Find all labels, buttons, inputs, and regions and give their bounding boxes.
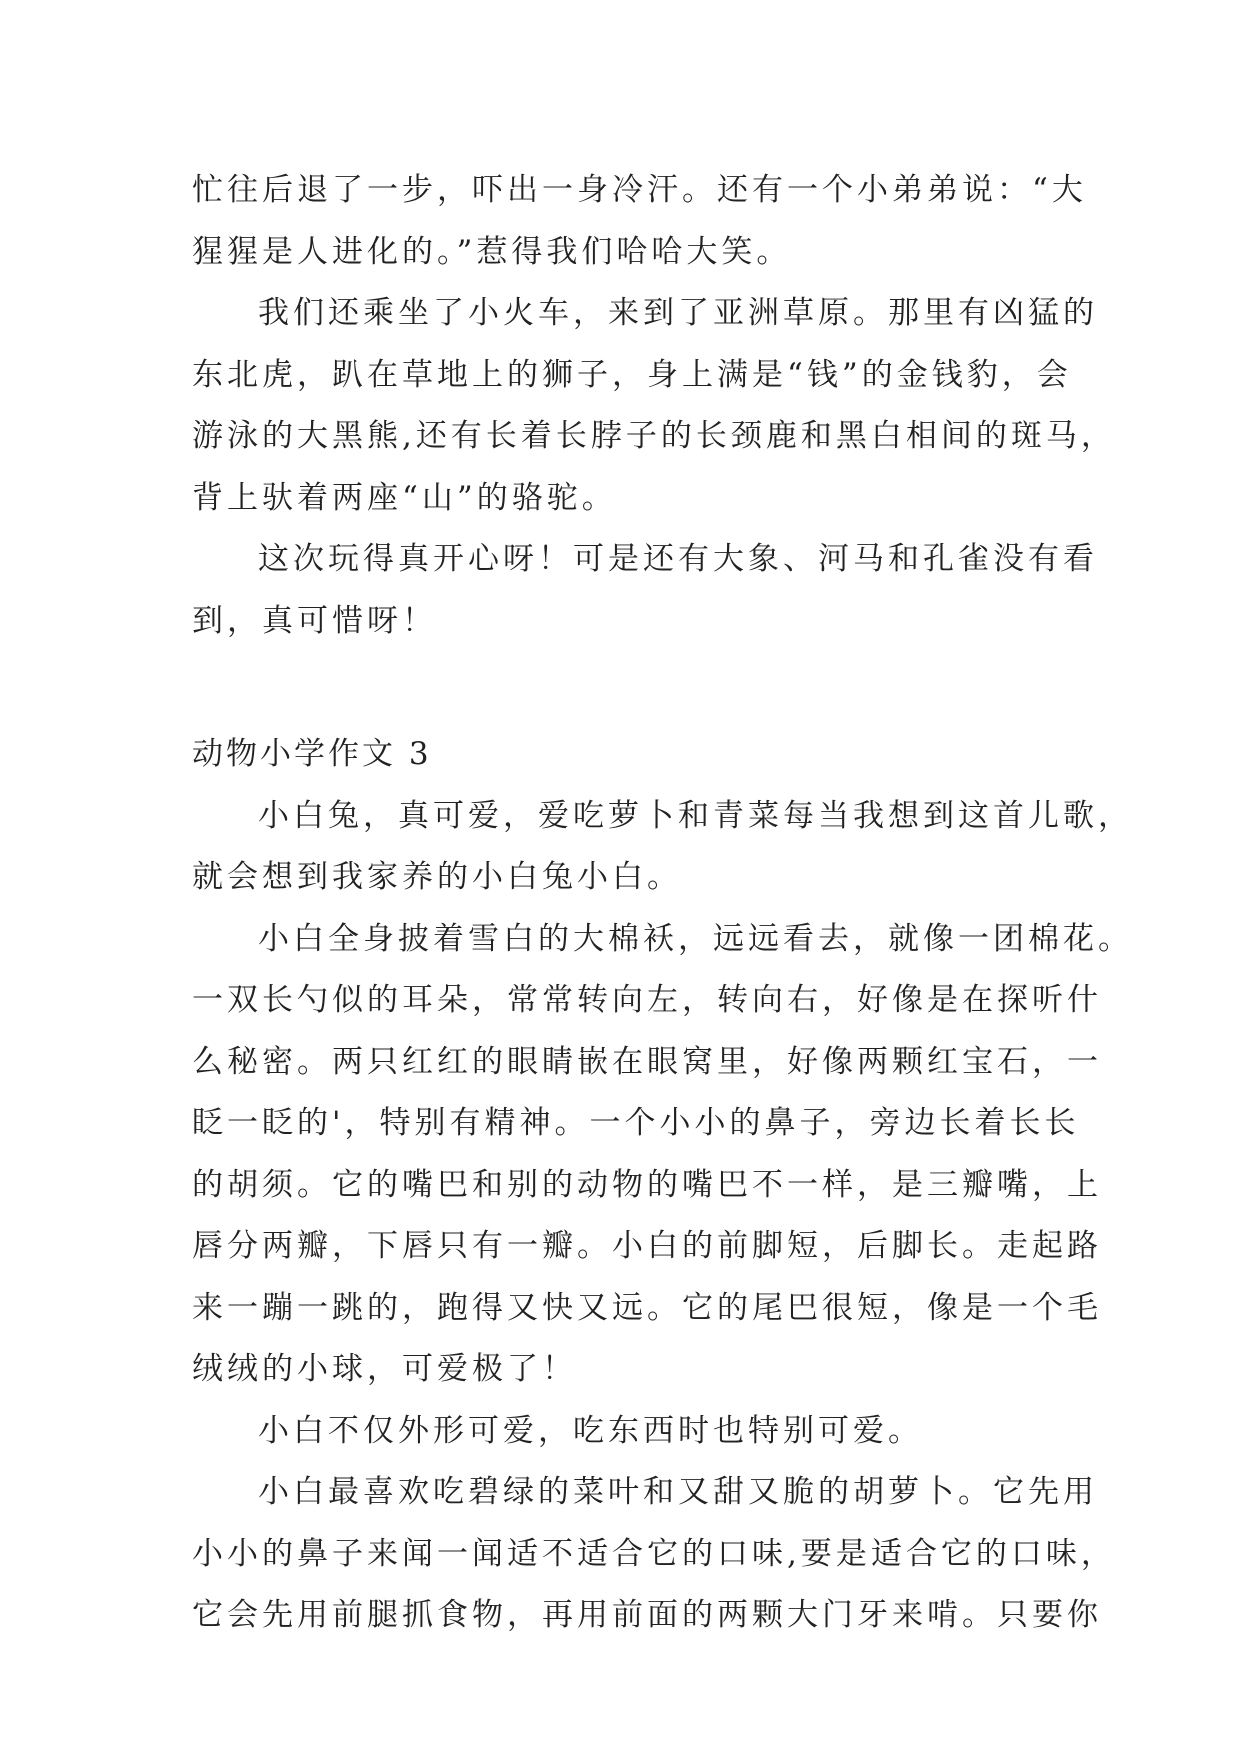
text-line: 眨一眨的'，特别有精神。一个小小的鼻子，旁边长着长长	[192, 1105, 1080, 1141]
text-line: 猩猩是人进化的。”惹得我们哈哈大笑。	[192, 233, 792, 270]
text-line: 一双长勺似的耳朵，常常转向左，转向右，好像是在探听什	[192, 982, 1102, 1018]
text-line: 的胡须。它的嘴巴和别的动物的嘴巴不一样，是三瓣嘴，上	[192, 1166, 1102, 1203]
paragraph	[192, 283, 1116, 529]
text-line: 到，真可惜呀！	[192, 602, 437, 639]
paragraph	[192, 1401, 1070, 1463]
text-line: 绒绒的小球，可爱极了！	[192, 1351, 577, 1387]
text-line: 忙往后退了一步，吓出一身冷汗。还有一个小弟弟说：“大	[192, 172, 1087, 208]
text-line: 游泳的大黑熊,还有长着长脖子的长颈鹿和黑白相间的斑马，	[192, 418, 1116, 454]
paragraph	[192, 909, 1133, 1401]
text-line: 它会先用前腿抓食物，再用前面的两颗大门牙来啃。只要你	[192, 1597, 1102, 1633]
text-line: 么秘密。两只红红的眼睛嵌在眼窝里，好像两颗红宝石，一	[192, 1043, 1102, 1080]
text-line: 我们还乘坐了小火车，来到了亚洲草原。那里有凶猛的	[258, 295, 1098, 331]
text-line: 来一蹦一跳的，跑得又快又远。它的尾巴很短，像是一个毛	[192, 1289, 1102, 1326]
text-line: 小白最喜欢吃碧绿的菜叶和又甜又脆的胡萝卜。它先用	[258, 1474, 1098, 1510]
text-line: 小小的鼻子来闻一闻适不适合它的口味,要是适合它的口味，	[192, 1535, 1116, 1572]
text-line: 小白兔，真可爱，爱吃萝卜和青菜每当我想到这首儿歌，	[258, 797, 1133, 834]
text-line: 小白不仅外形可爱，吃东西时也特别可爱。	[258, 1412, 923, 1449]
document-body	[192, 160, 1133, 1647]
paragraph	[192, 1462, 1116, 1647]
text-line: 唇分两瓣，下唇只有一瓣。小白的前脚短，后脚长。走起路	[192, 1228, 1102, 1264]
text-line: 东北虎，趴在草地上的狮子，身上满是“钱”的金钱豹，会	[192, 356, 1072, 393]
paragraph	[192, 160, 1087, 283]
paragraph	[192, 786, 1133, 909]
section-title: 动物小学作文 3	[192, 736, 432, 772]
text-line: 小白全身披着雪白的大棉袄，远远看去，就像一团棉花。	[258, 920, 1133, 957]
text-line: 这次玩得真开心呀！可是还有大象、河马和孔雀没有看	[258, 541, 1098, 577]
paragraph	[192, 529, 1098, 652]
text-line: 背上驮着两座“山”的骆驼。	[192, 479, 617, 516]
text-line: 就会想到我家养的小白兔小白。	[192, 859, 682, 895]
